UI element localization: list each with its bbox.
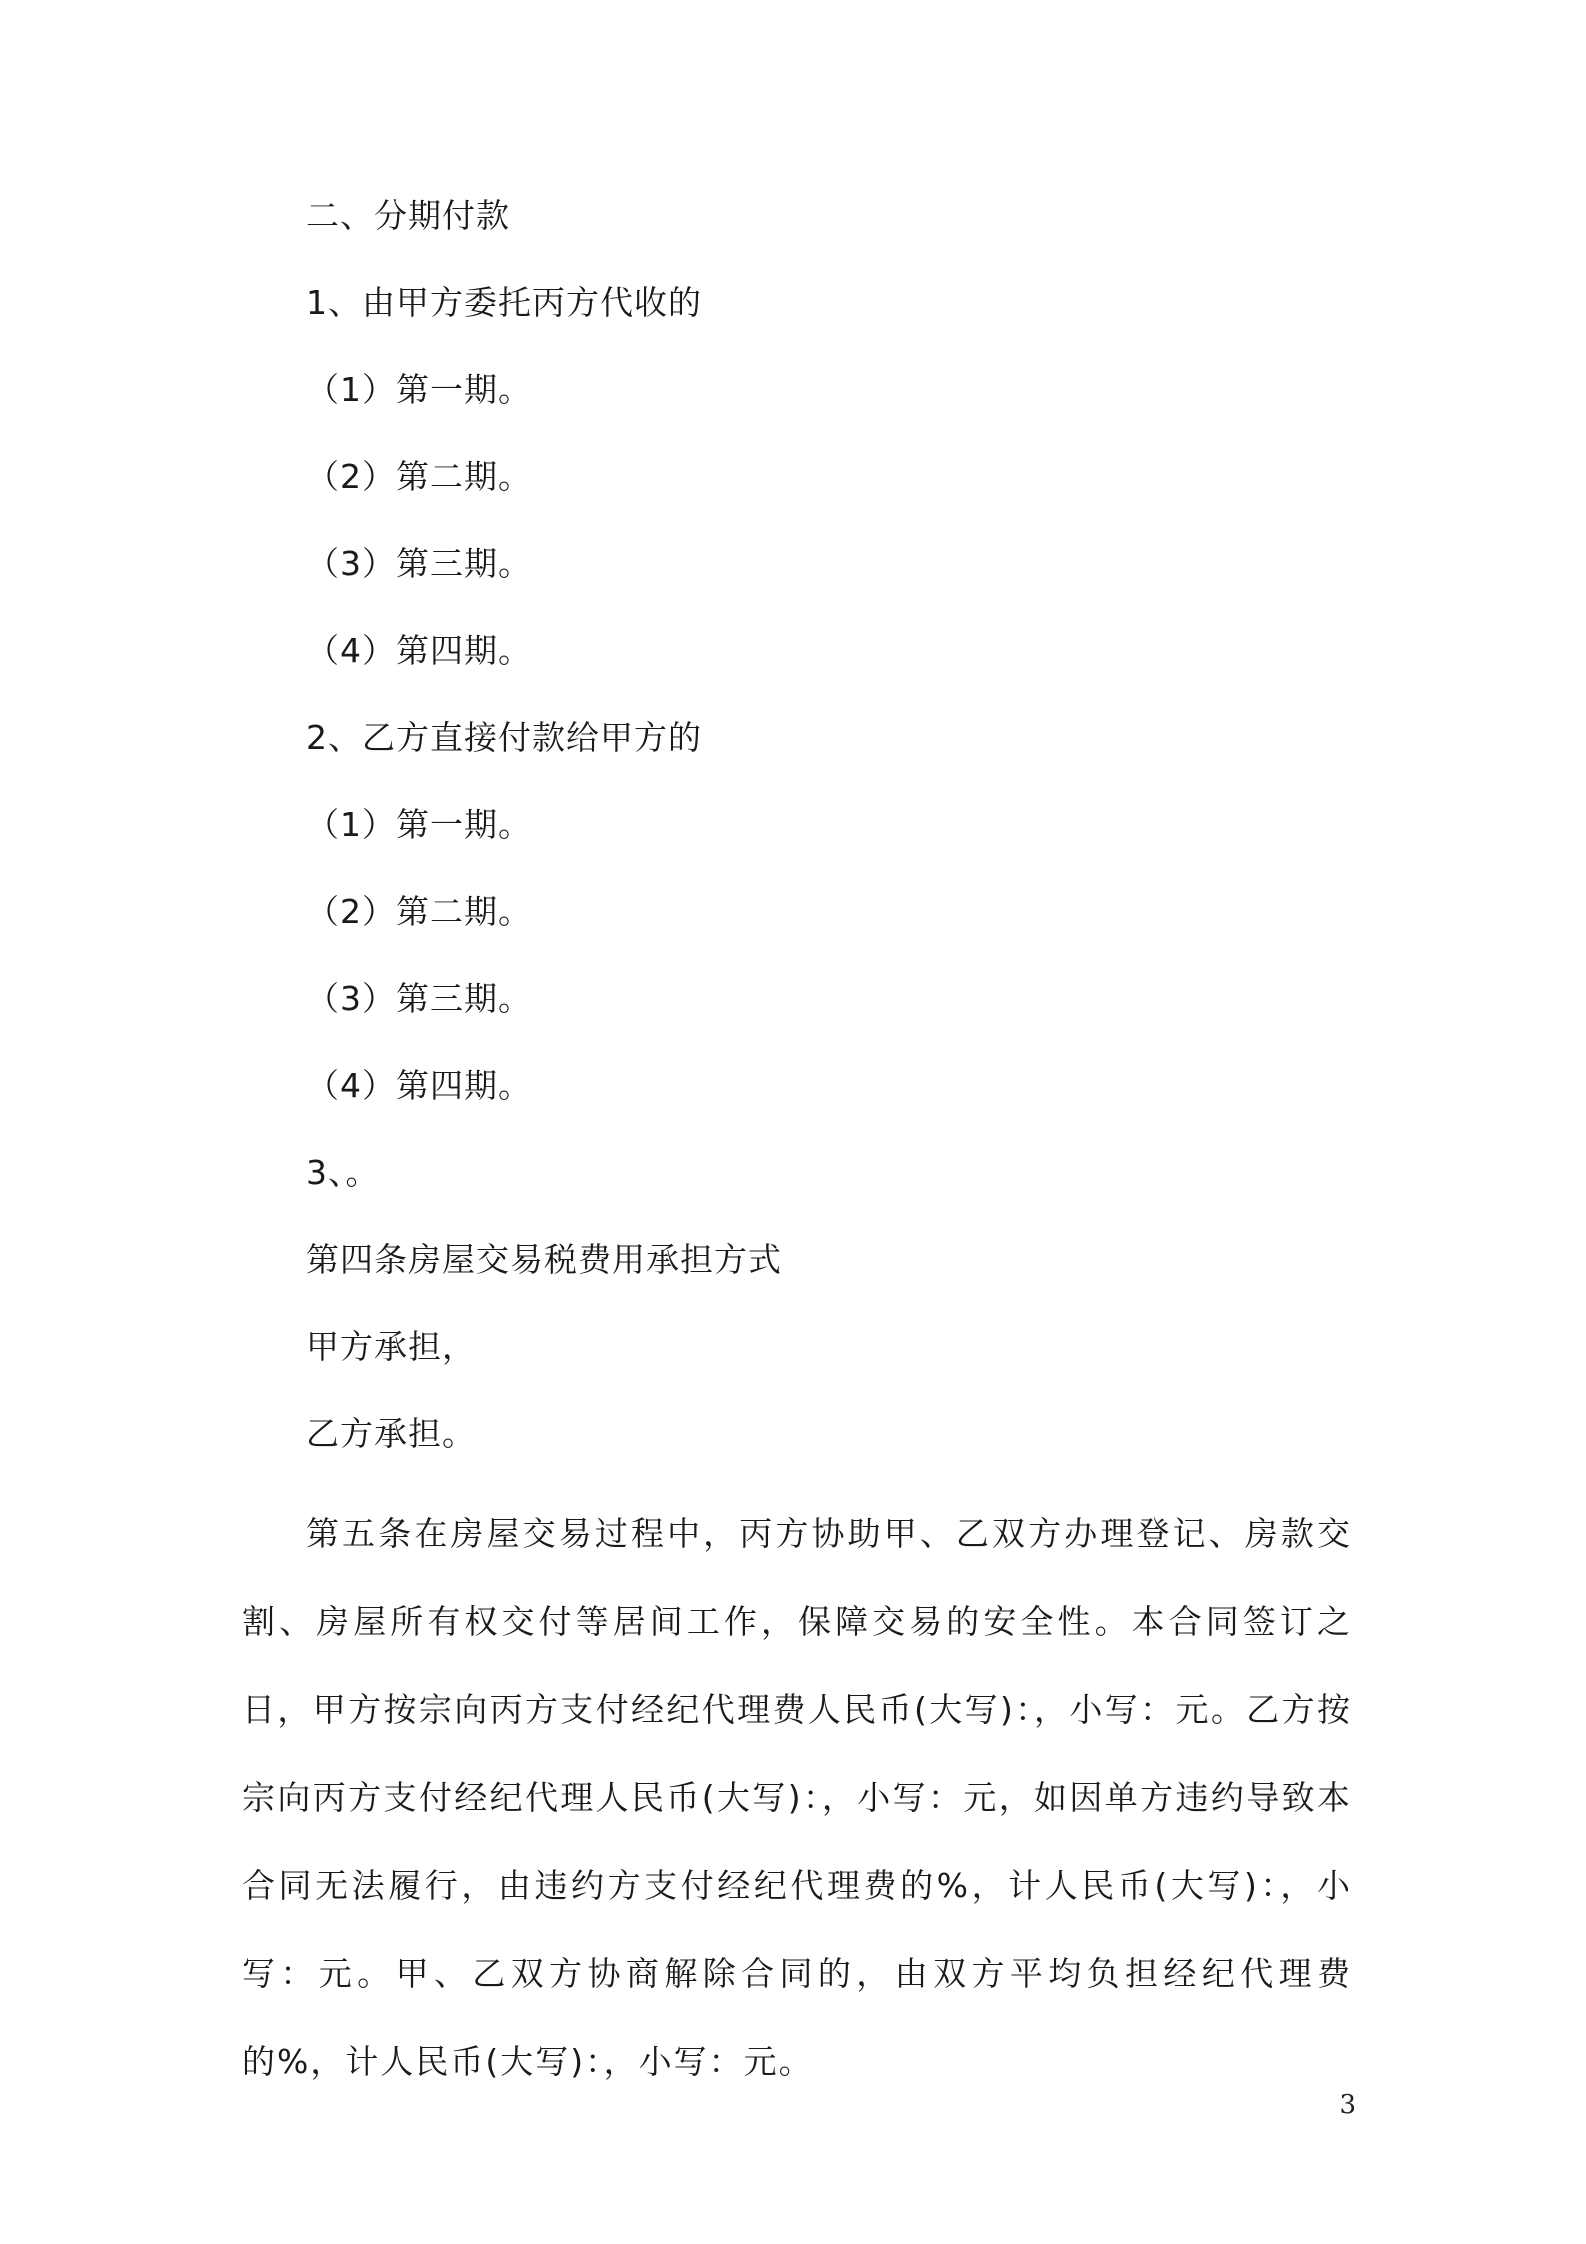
page-number: 3 xyxy=(1339,2090,1356,2120)
list-item: 1、由甲方委托丙方代收的 xyxy=(306,283,702,322)
section-heading-installment: 二、分期付款 xyxy=(306,196,510,235)
list-item: （1）第一期。 xyxy=(306,805,532,844)
list-item: （4）第四期。 xyxy=(306,631,532,670)
list-item: 乙方承担。 xyxy=(306,1414,476,1453)
list-item: （4）第四期。 xyxy=(306,1066,532,1105)
list-item: （2）第二期。 xyxy=(306,892,532,931)
list-item: 2、乙方直接付款给甲方的 xyxy=(306,718,702,757)
list-item: （3）第三期。 xyxy=(306,544,532,583)
list-item: 3、。 xyxy=(306,1153,380,1192)
list-item: （3）第三期。 xyxy=(306,979,532,1018)
list-item: （1）第一期。 xyxy=(306,370,532,409)
list-item: 甲方承担， xyxy=(306,1327,476,1366)
list-item: （2）第二期。 xyxy=(306,457,532,496)
article-five-paragraph: 第五条在房屋交易过程中，丙方协助甲、乙双方办理登记、房款交割、房屋所有权交付等居间工作，保障交易的安全性。本合同签订之日，甲方按宗向丙方支付经纪代理费人民币(大写)：，小写：元。乙方按宗向丙方支付经纪代理人民币(大写)：，小写：元，如因单方违约导致本合同无法履行，由违约方支付经纪代理费的%，计人民币(大写)：，小写：元。甲、乙双方协商解除合同的，由双方平均负担经纪代理费的%，计人民币(大写)：，小写：元。 xyxy=(242,1514,1352,2081)
article-heading-tax: 第四条房屋交易税费用承担方式 xyxy=(306,1240,782,1279)
